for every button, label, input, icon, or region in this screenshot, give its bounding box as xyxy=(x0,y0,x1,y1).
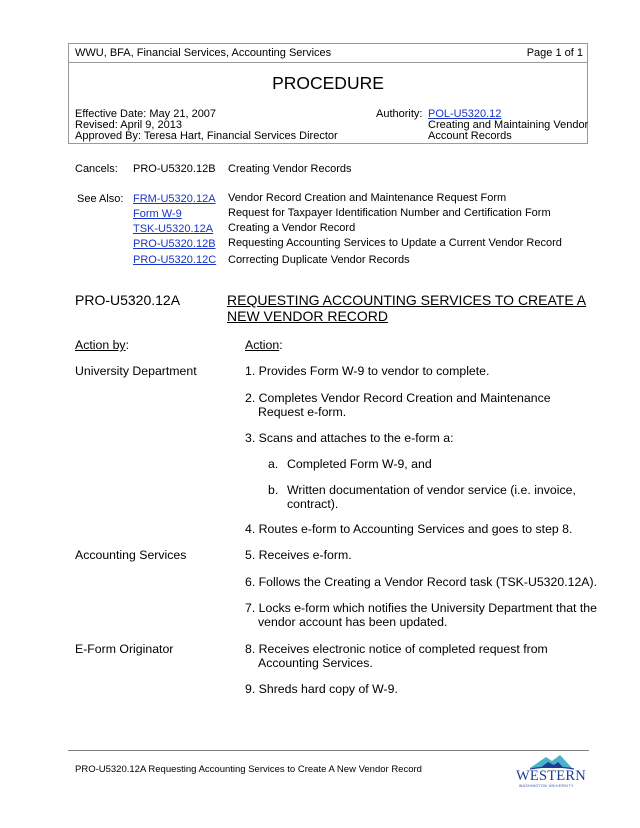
see-also-label: See Also: xyxy=(77,193,124,205)
wwu-logo-wordmark: WESTERN xyxy=(516,768,586,784)
doc-type-title: PROCEDURE xyxy=(272,73,384,93)
step-9: 9. Shreds hard copy of W-9. xyxy=(245,682,398,696)
authority-title-line2: Account Records xyxy=(428,130,512,142)
step-1: 1. Provides Form W-9 to vendor to complete. xyxy=(245,364,490,378)
authority-title-line1: Creating and Maintaining Vendor xyxy=(428,119,589,131)
action-by-header xyxy=(75,338,129,353)
revised-date: Revised: April 9, 2013 xyxy=(75,119,183,131)
step-3b-marker: b. xyxy=(268,483,279,497)
step-3a: Completed Form W-9, and xyxy=(287,457,432,471)
step-4: 4. Routes e-form to Accounting Services and goes to step 8. xyxy=(245,522,573,536)
action-header xyxy=(245,338,283,353)
step-3b-line2: contract). xyxy=(287,497,339,511)
approved-by: Approved By: Teresa Hart, Financial Services Director xyxy=(75,130,338,142)
see-also-link-pro-c[interactable]: PRO-U5320.12C xyxy=(133,254,217,266)
actor-eform-originator: E-Form Originator xyxy=(75,642,174,656)
see-also-link-frm[interactable]: FRM-U5320.12A xyxy=(133,193,216,205)
action-by-header-colon: : xyxy=(125,338,130,352)
footer-rule xyxy=(68,750,589,751)
action-header-colon: : xyxy=(279,338,283,352)
step-7-line2: vendor account has been updated. xyxy=(258,615,448,629)
step-5: 5. Receives e-form. xyxy=(245,548,352,562)
see-also-link-pro-b[interactable]: PRO-U5320.12B xyxy=(133,238,216,250)
cancels-title: Creating Vendor Records xyxy=(228,163,352,175)
step-3b-line1: Written documentation of vendor service (i.e. invoice, xyxy=(287,483,576,497)
footer-text: PRO-U5320.12A Requesting Accounting Services to Create A New Vendor Record xyxy=(75,764,422,775)
procedure-title-line1: REQUESTING ACCOUNTING SERVICES TO CREATE A xyxy=(227,292,587,308)
action-by-header-text: Action by xyxy=(75,338,126,352)
wwu-logo xyxy=(512,752,586,790)
step-8-line2: Accounting Services. xyxy=(258,656,373,670)
header-page-number: Page 1 of 1 xyxy=(526,47,583,59)
actor-accounting-services: Accounting Services xyxy=(75,548,187,562)
see-also-link-tsk[interactable]: TSK-U5320.12A xyxy=(133,223,214,235)
procedure-title-line2: NEW VENDOR RECORD xyxy=(227,308,389,324)
effective-date: Effective Date: May 21, 2007 xyxy=(75,108,217,120)
step-6: 6. Follows the Creating a Vendor Record task (TSK-U5320.12A). xyxy=(245,575,597,589)
cancels-code: PRO-U5320.12B xyxy=(133,163,216,175)
step-7-line1: 7. Locks e-form which notifies the University Department that the xyxy=(245,601,597,615)
step-2-line1: 2. Completes Vendor Record Creation and Maintenance xyxy=(245,391,551,405)
header-org: WWU, BFA, Financial Services, Accounting Services xyxy=(75,47,332,59)
procedure-code: PRO-U5320.12A xyxy=(75,292,181,308)
cancels-label: Cancels: xyxy=(75,163,118,175)
step-3a-marker: a. xyxy=(268,457,279,471)
header-divider xyxy=(69,62,587,63)
see-also-title-frm: Vendor Record Creation and Maintenance Request Form xyxy=(228,192,507,204)
step-3: 3. Scans and attaches to the e-form a: xyxy=(245,431,454,445)
step-2-line2: Request e-form. xyxy=(258,405,347,419)
step-8-line1: 8. Receives electronic notice of completed request from xyxy=(245,642,548,656)
actor-university-department: University Department xyxy=(75,364,197,378)
see-also-title-w9: Request for Taxpayer Identification Number and Certification Form xyxy=(228,207,551,219)
see-also-title-pro-c: Correcting Duplicate Vendor Records xyxy=(228,254,410,266)
wwu-logo-subtitle: WASHINGTON UNIVERSITY xyxy=(519,784,574,788)
authority-link[interactable]: POL-U5320.12 xyxy=(428,108,502,120)
action-header-text: Action xyxy=(245,338,280,352)
see-also-link-w9[interactable]: Form W-9 xyxy=(133,208,182,220)
authority-label: Authority: xyxy=(376,108,423,120)
see-also-title-pro-b: Requesting Accounting Services to Update a Current Vendor Record xyxy=(228,237,562,249)
see-also-title-tsk: Creating a Vendor Record xyxy=(228,222,356,234)
